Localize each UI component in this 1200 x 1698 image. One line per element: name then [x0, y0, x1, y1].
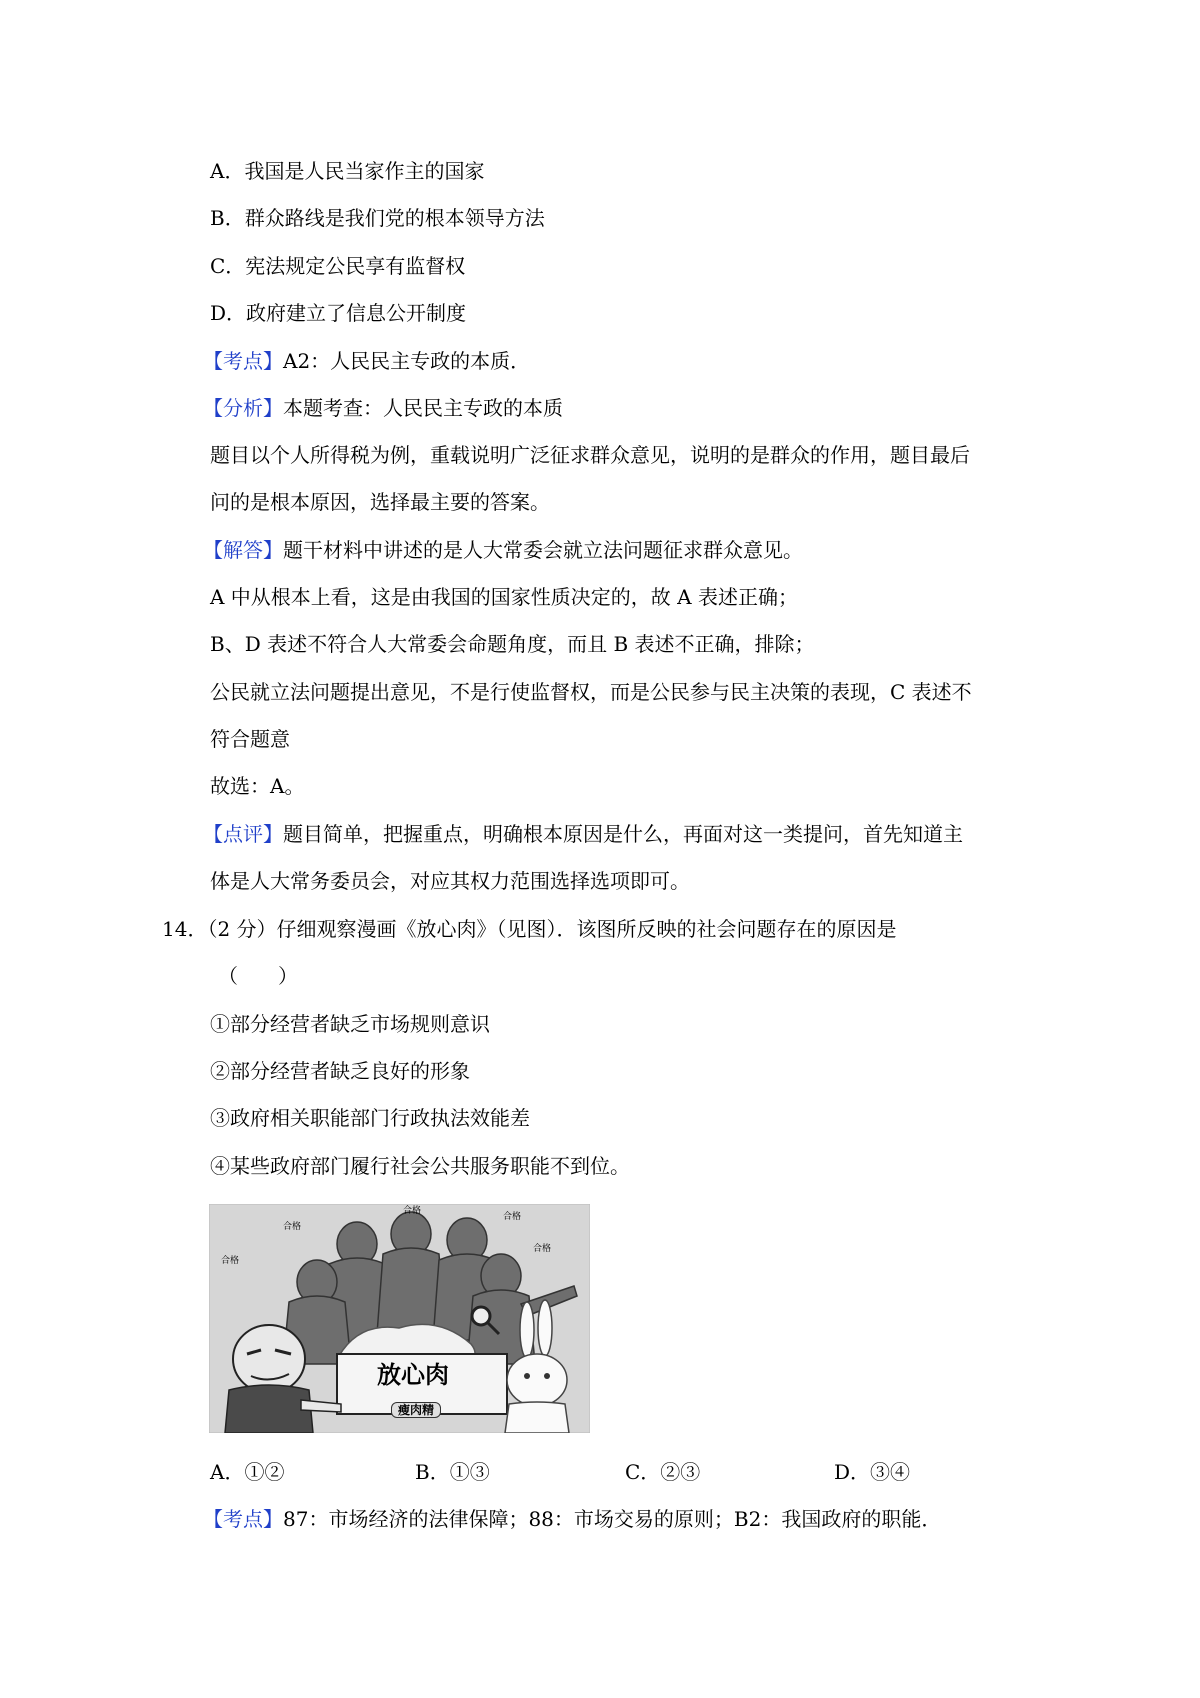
jieda-paragraph-line: 符合题意 [210, 727, 290, 751]
option-c: C．宪法规定公民享有监督权 [210, 254, 466, 278]
jieda-line [203, 536, 803, 564]
option-b: B．群众路线是我们党的根本领导方法 [210, 206, 545, 230]
choice-a: A．①② [210, 1460, 285, 1484]
cartoon-stamp: 合格 [533, 1244, 552, 1254]
kaodian-line [203, 347, 530, 375]
jieda-text: 题干材料中讲述的是人大常委会就立法问题征求群众意见。 [283, 538, 803, 562]
option-d: D．政府建立了信息公开制度 [210, 301, 467, 325]
cartoon-stamp: 合格 [403, 1206, 422, 1216]
kaodian-tag: 【考点】 [203, 1507, 283, 1531]
dianping-tag: 【点评】 [203, 822, 283, 846]
q14-kaodian-line [203, 1505, 941, 1533]
fenxi-paragraph-line: 问的是根本原因，选择最主要的答案。 [210, 490, 550, 514]
jieda-paragraph-line: B、D 表述不符合人大常委会命题角度，而且 B 表述不正确，排除； [210, 632, 815, 656]
cartoon-stamp: 合格 [221, 1256, 240, 1266]
fenxi-tag: 【分析】 [203, 396, 283, 420]
statement-2: ②部分经营者缺乏良好的形象 [210, 1059, 470, 1083]
choice-b: B．①③ [415, 1460, 490, 1484]
question-14-stem: 14．（2 分）仔细观察漫画《放心肉》（见图）．该图所反映的社会问题存在的原因是 [162, 917, 897, 941]
cartoon-stamp: 合格 [503, 1212, 522, 1222]
option-a: A．我国是人民当家作主的国家 [210, 159, 485, 183]
jieda-paragraph-line: 公民就立法问题提出意见，不是行使监督权，而是公民参与民主决策的表现，C 表述不 [210, 680, 972, 704]
answer-line: 故选：A。 [210, 774, 305, 798]
cartoon-label: 瘦肉精 [391, 1402, 441, 1418]
cartoon-stamp: 合格 [283, 1222, 302, 1232]
fenxi-paragraph-line: 题目以个人所得税为例，重载说明广泛征求群众意见，说明的是群众的作用，题目最后 [210, 443, 970, 467]
question-14-blank: （ ） [218, 964, 298, 988]
dianping-text: 题目简单，把握重点，明确根本原因是什么，再面对这一类提问，首先知道主 [283, 822, 963, 846]
statement-1: ①部分经营者缺乏市场规则意识 [210, 1012, 490, 1036]
choice-c: C．②③ [625, 1460, 701, 1484]
fenxi-text: 本题考查：人民民主专政的本质 [283, 396, 563, 420]
jieda-paragraph-line: A 中从根本上看，这是由我国的国家性质决定的，故 A 表述正确； [210, 585, 798, 609]
cartoon-text-layer [209, 1204, 590, 1433]
cartoon-title: 放心肉 [377, 1361, 449, 1389]
jieda-tag: 【解答】 [203, 538, 283, 562]
dianping-line [203, 820, 963, 848]
choice-d: D．③④ [834, 1460, 911, 1484]
dianping-paragraph-line: 体是人大常务委员会，对应其权力范围选择选项即可。 [210, 869, 690, 893]
statement-3: ③政府相关职能部门行政执法效能差 [210, 1106, 530, 1130]
fenxi-line [203, 394, 563, 422]
statement-4: ④某些政府部门履行社会公共服务职能不到位。 [210, 1154, 630, 1178]
kaodian-text: 87：市场经济的法律保障；88：市场交易的原则；B2：我国政府的职能． [283, 1507, 942, 1531]
kaodian-text: A2：人民民主专政的本质． [283, 349, 531, 373]
kaodian-tag: 【考点】 [203, 349, 283, 373]
